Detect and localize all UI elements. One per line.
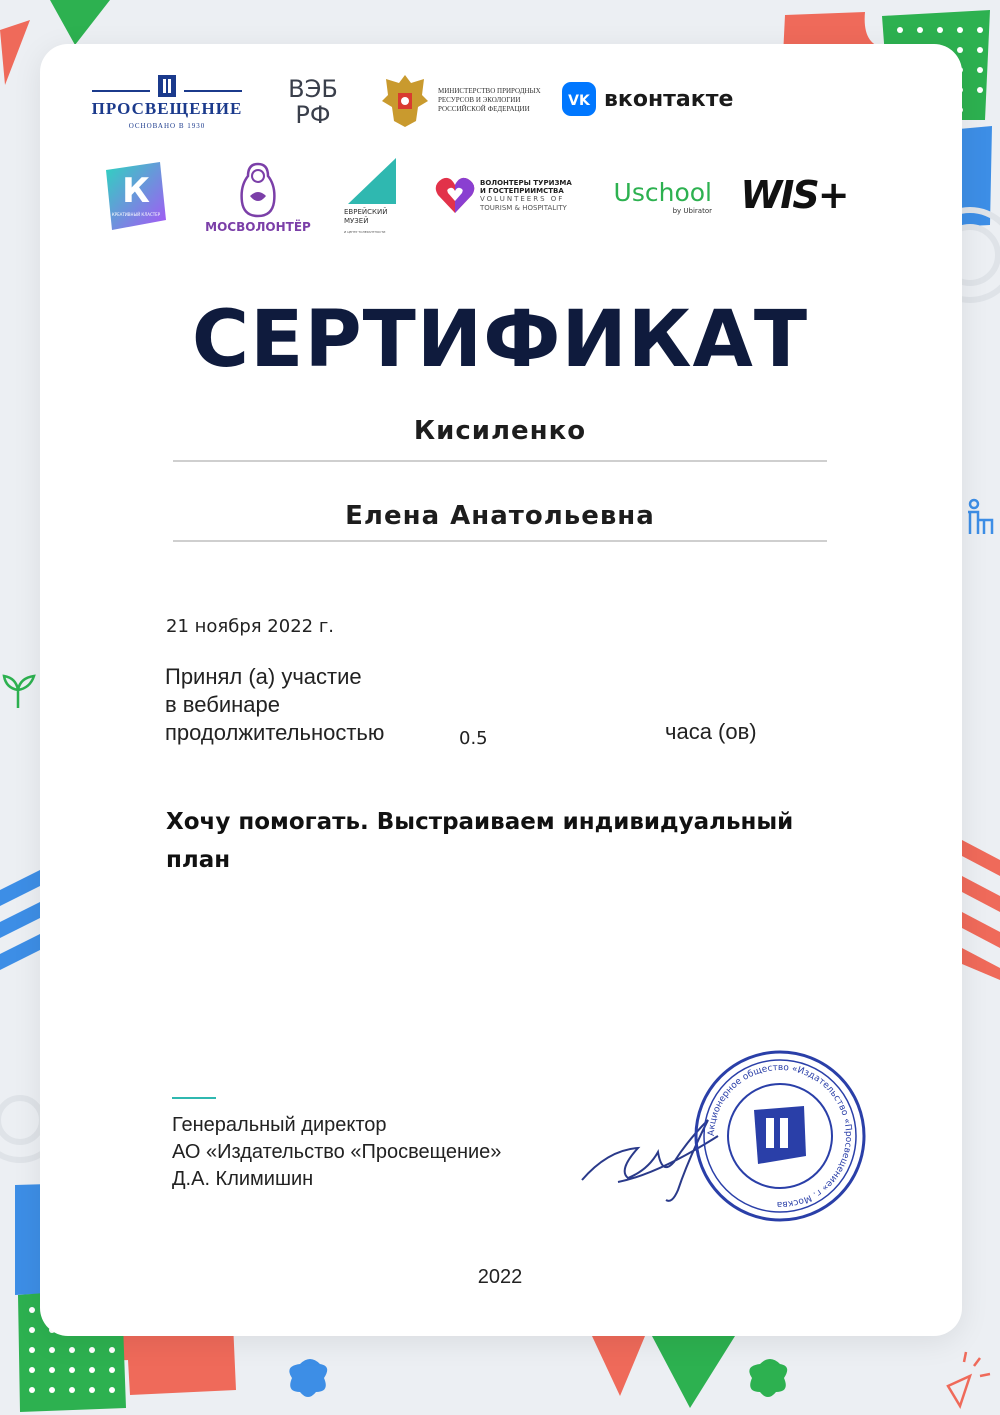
left-sprout-icon	[0, 670, 40, 710]
signer-position: Генеральный директор	[172, 1114, 387, 1136]
participation-block	[165, 663, 384, 747]
heart-icon	[434, 175, 476, 215]
museum-triangle-icon	[344, 158, 400, 204]
logo-jewish-museum	[344, 155, 408, 237]
certificate-title: СЕРТИФИКАТ	[191, 295, 809, 385]
volunteers-text	[480, 179, 572, 212]
first-names-underline	[173, 540, 827, 542]
logo-wis	[740, 172, 848, 218]
participation-line2: в вебинаре	[165, 692, 280, 717]
svg-text:VK: VK	[568, 93, 590, 109]
participation-line1: Принял (а) участие	[165, 664, 362, 689]
left-stripes	[0, 870, 40, 990]
wis-text: WIS+	[740, 173, 848, 217]
uschool-text: Uschool	[613, 178, 712, 207]
last-name: Кисиленко	[413, 416, 587, 446]
duration-value: 0.5	[459, 728, 488, 749]
first-names: Елена Анатольевна	[345, 501, 655, 531]
matryoshka-icon	[238, 162, 278, 218]
ministry-text: МИНИСТЕРСТВО ПРИРОДНЫХ РЕСУРСОВ И ЭКОЛОГИИ РОССИЙСКОЙ ФЕДЕРАЦИИ	[438, 86, 541, 113]
logo-mosvolonter	[200, 160, 316, 236]
volunteers-line3: VOLUNTEERS OF	[480, 194, 565, 203]
participation-line3: продолжительностью	[165, 720, 385, 745]
right-stripes	[962, 840, 1000, 980]
russian-coat-of-arms-icon	[378, 71, 432, 129]
duration-unit: часа (ов)	[665, 719, 757, 744]
certificate-year: 2022	[477, 1266, 523, 1288]
creative-cluster-icon	[100, 160, 170, 232]
vk-text: вконтакте	[604, 86, 734, 112]
logo-prosveshchenie	[88, 70, 246, 132]
webinar-title: Хочу помогать. Выстраиваем индивидуальный план	[166, 809, 794, 873]
svg-text:Акционерное общество «Издатель: Акционерное общество «Издательство «Просвещение» г. Москва	[706, 1062, 854, 1210]
certificate-date: 21 ноября 2022 г.	[166, 616, 335, 637]
museum-sub: И ЦЕНТР ТОЛЕРАНТНОСТИ	[344, 230, 386, 234]
volunteers-line2: И ГОСТЕПРИИМСТВА	[480, 186, 564, 195]
logo-veb	[278, 74, 348, 130]
uschool-sub: by Ubirator	[672, 207, 712, 215]
signature-accent-line	[172, 1097, 216, 1099]
logo-volunteers-tourism	[434, 172, 579, 218]
logo-vk	[562, 78, 752, 120]
vk-icon	[562, 82, 596, 116]
volunteers-line4: TOURISM & HOSPITALITY	[480, 203, 567, 212]
svg-text:КРЕАТИВНЫЙ КЛАСТЕР: КРЕАТИВНЫЙ КЛАСТЕР	[111, 212, 161, 217]
bottom-decorations	[280, 1336, 1000, 1415]
official-stamp	[692, 1048, 868, 1224]
last-name-underline	[173, 460, 827, 462]
veb-line1: ВЭБ	[288, 75, 338, 103]
prosveshchenie-name: ПРОСВЕЩЕНИЕ	[91, 98, 243, 118]
signer-org: АО «Издательство «Просвещение»	[172, 1141, 502, 1163]
logo-creative-cluster	[100, 160, 170, 232]
prosveshchenie-emblem-icon	[88, 73, 246, 99]
mosvolonter-text: МОСВОЛОНТЁР	[205, 220, 311, 234]
veb-line2: РФ	[295, 101, 331, 129]
signer-block	[172, 1112, 501, 1193]
museum-text: ЕВРЕЙСКИЙ МУЗЕЙ	[344, 208, 388, 225]
logo-ministry	[378, 70, 550, 130]
signer-name: Д.А. Климишин	[172, 1168, 314, 1190]
volunteers-line1: ВОЛОНТЕРЫ ТУРИЗМА	[480, 178, 572, 187]
prosveshchenie-sub: ОСНОВАНО В 1930	[128, 121, 206, 130]
svg-text:К: К	[122, 171, 150, 211]
right-person-icon	[962, 498, 1000, 536]
logo-uschool	[600, 176, 712, 218]
